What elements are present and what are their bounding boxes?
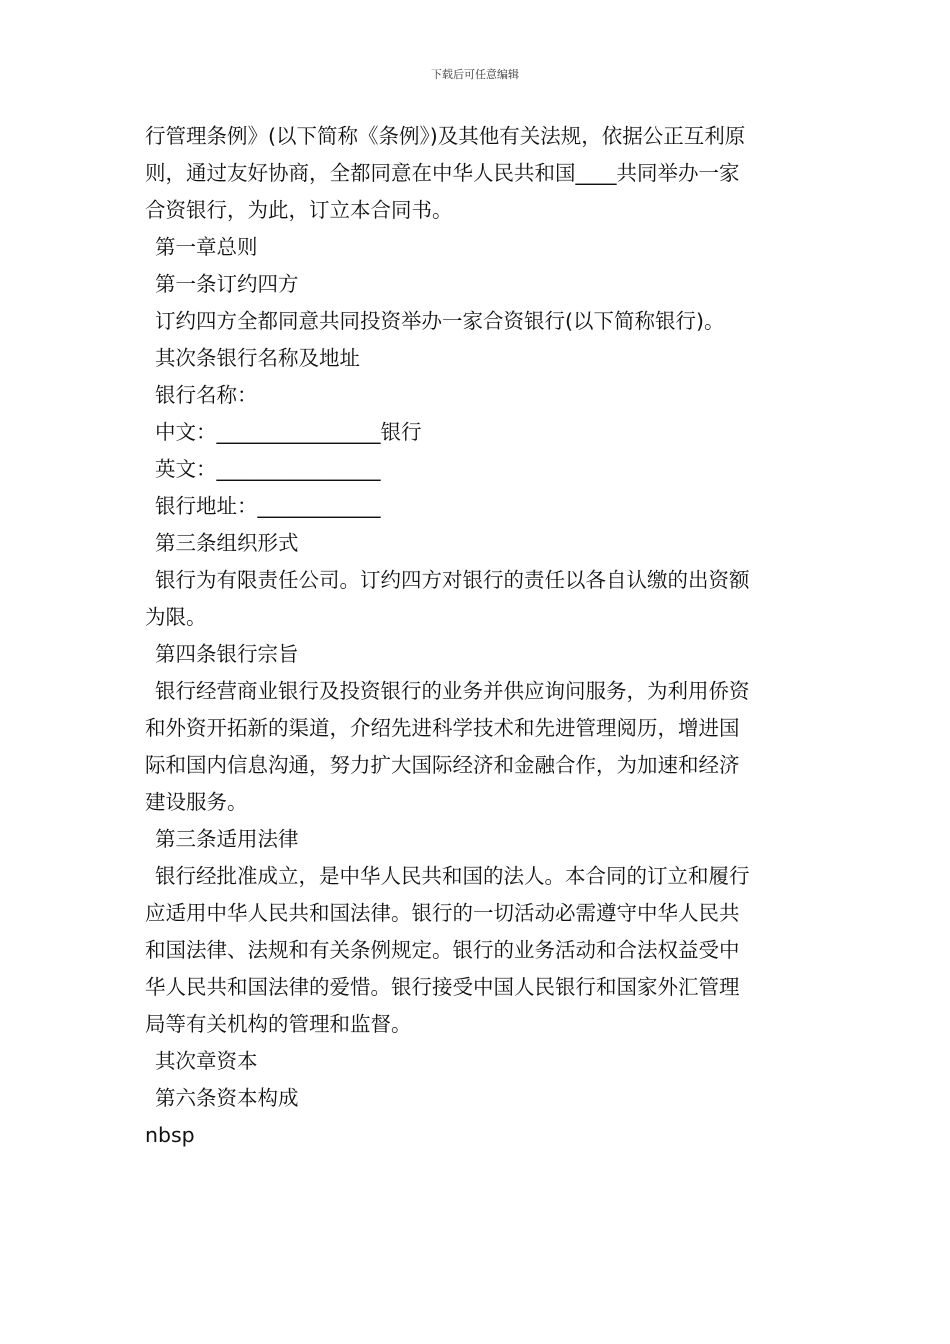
page-header: 下载后可任意编辑 bbox=[431, 68, 519, 81]
article-heading: 第四条银行宗旨 bbox=[155, 642, 299, 666]
paragraph-line: 银行经批准成立，是中华人民共和国的法人。本合同的订立和履行 bbox=[155, 864, 750, 888]
paragraph-line: 为限。 bbox=[145, 605, 207, 629]
chapter-heading: 第一章总则 bbox=[155, 235, 258, 259]
paragraph-line: 际和国内信息沟通，努力扩大国际经济和金融合作，为加速和经济 bbox=[145, 753, 740, 777]
paragraph-line: nbsp bbox=[145, 1123, 195, 1147]
article-heading: 第三条适用法律 bbox=[155, 827, 299, 851]
english-name-field: 英文：________________ bbox=[155, 457, 381, 481]
article-heading: 第三条组织形式 bbox=[155, 531, 299, 555]
paragraph-line: 合资银行，为此，订立本合同书。 bbox=[145, 198, 453, 222]
paragraph-line: 银行为有限责任公司。订约四方对银行的责任以各自认缴的出资额 bbox=[155, 568, 750, 592]
address-field: 银行地址：____________ bbox=[155, 494, 381, 518]
paragraph-line: 银行经营商业银行及投资银行的业务并供应询问服务，为利用侨资 bbox=[155, 679, 750, 703]
article-heading: 第一条订约四方 bbox=[155, 272, 299, 296]
chapter-heading: 其次章资本 bbox=[155, 1049, 258, 1073]
paragraph-line: 建设服务。 bbox=[145, 790, 248, 814]
article-heading: 第六条资本构成 bbox=[155, 1086, 299, 1110]
paragraph-line: 则，通过友好协商，全都同意在中华人民共和国____共同举办一家 bbox=[145, 161, 740, 185]
paragraph-line: 局等有关机构的管理和监督。 bbox=[145, 1012, 412, 1036]
chinese-name-field: 中文：________________银行 bbox=[155, 420, 422, 444]
paragraph-line: 应适用中华人民共和国法律。银行的一切活动必需遵守中华人民共 bbox=[145, 901, 740, 925]
paragraph-line: 华人民共和国法律的爱惜。银行接受中国人民银行和国家外汇管理 bbox=[145, 975, 740, 999]
paragraph-line: 订约四方全都同意共同投资举办一家合资银行(以下简称银行)。 bbox=[155, 309, 725, 333]
article-heading: 其次条银行名称及地址 bbox=[155, 346, 360, 370]
paragraph-line: 和外资开拓新的渠道，介绍先进科学技术和先进管理阅历，增进国 bbox=[145, 716, 740, 740]
paragraph-line: 和国法律、法规和有关条例规定。银行的业务活动和合法权益受中 bbox=[145, 938, 740, 962]
paragraph-line: 行管理条例》(以下简称《条例》)及其他有关法规，依据公正互利原 bbox=[145, 124, 746, 148]
document-body bbox=[145, 118, 810, 1154]
field-label: 银行名称： bbox=[155, 383, 258, 407]
